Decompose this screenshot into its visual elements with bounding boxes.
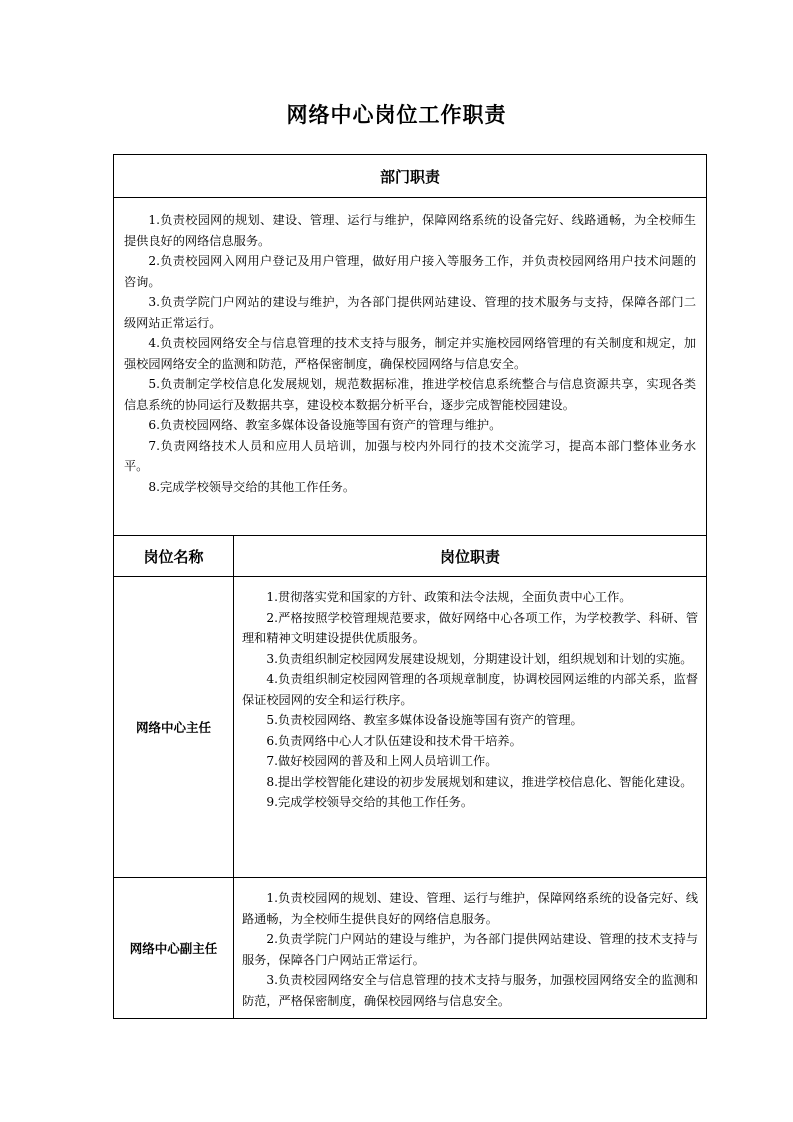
department-duties-body	[114, 198, 707, 536]
position-duty-item: 4.负责组织制定校园网管理的各项规章制度，协调校园网运维的内部关系，监督保证校园网的安全和运行秩序。	[242, 672, 699, 707]
department-duties-header: 部门职责	[114, 155, 707, 198]
position-duty-item: 9.完成学校领导交给的其他工作任务。	[266, 795, 474, 809]
position-duties-header: 岗位职责	[234, 536, 707, 577]
position-duty-item: 8.提出学校智能化建设的初步发展规划和建议，推进学校信息化、智能化建设。	[266, 774, 693, 789]
position-duty-item: 2.严格按照学校管理规范要求，做好网络中心各项工作，为学校教学、科研、管理和精神文明建设提供优质服务。	[242, 610, 699, 645]
position-name: 网络中心主任	[114, 577, 234, 878]
department-duty-item: 6.负责校园网络、教室多媒体设备设施等国有资产的管理与维护。	[148, 418, 502, 432]
position-duties	[234, 878, 707, 1019]
position-duty-item: 7.做好校园网的普及和上网人员培训工作。	[266, 754, 498, 768]
position-duty-item: 6.负责网络中心人才队伍建设和技术骨干培养。	[266, 733, 522, 748]
department-duty-item: 7.负责网络技术人员和应用人员培训，加强与校内外同行的技术交流学习，提高本部门整体业务水平。	[124, 438, 697, 473]
position-duties	[234, 577, 707, 878]
position-row-director	[114, 577, 707, 878]
document-title: 网络中心岗位工作职责	[286, 103, 507, 127]
department-duty-item: 4.负责校园网络安全与信息管理的技术支持与服务，制定并实施校园网络管理的有关制度和规定，加强校园网络安全的监测和防范，严格保密制度，确保校园网络与信息安全。	[124, 336, 697, 371]
position-name-header: 岗位名称	[114, 536, 234, 577]
position-name: 网络中心副主任	[114, 878, 234, 1019]
duty-table	[113, 154, 707, 1019]
position-row-deputy-director	[114, 878, 707, 1019]
position-duty-item: 1.贯彻落实党和国家的方针、政策和法令法规，全面负责中心工作。	[266, 590, 632, 604]
department-duty-item: 1.负责校园网的规划、建设、管理、运行与维护，保障网络系统的设备完好、线路通畅，为全校师生提供良好的网络信息服务。	[124, 213, 697, 248]
position-duty-item: 3.负责组织制定校园网发展建设规划，分期建设计划，组织规划和计划的实施。	[266, 651, 693, 666]
position-duty-item: 3.负责校园网络安全与信息管理的技术支持与服务，加强校园网络安全的监测和防范，严格保密制度，确保校园网络与信息安全。	[242, 973, 699, 1008]
department-duty-item: 2.负责校园网入网用户登记及用户管理，做好用户接入等服务工作，并负责校园网络用户技术问题的咨询。	[124, 254, 697, 289]
department-duty-item: 5.负责制定学校信息化发展规划，规范数据标准，推进学校信息系统整合与信息资源共享，实现各类信息系统的协同运行及数据共享，建设校本数据分析平台，逐步完成智能校园建设。	[124, 377, 697, 412]
position-duty-item: 1.负责校园网的规划、建设、管理、运行与维护，保障网络系统的设备完好、线路通畅，为全校师生提供良好的网络信息服务。	[242, 891, 699, 926]
department-duty-item: 3.负责学院门户网站的建设与维护，为各部门提供网站建设、管理的技术服务与支持，保障各部门二级网站正常运行。	[124, 295, 697, 330]
position-duty-item: 5.负责校园网络、教室多媒体设备设施等国有资产的管理。	[266, 713, 583, 727]
position-duty-item: 2.负责学院门户网站的建设与维护，为各部门提供网站建设、管理的技术支持与服务，保障各门户网站正常运行。	[242, 932, 699, 967]
department-duty-item: 8.完成学校领导交给的其他工作任务。	[148, 479, 356, 494]
